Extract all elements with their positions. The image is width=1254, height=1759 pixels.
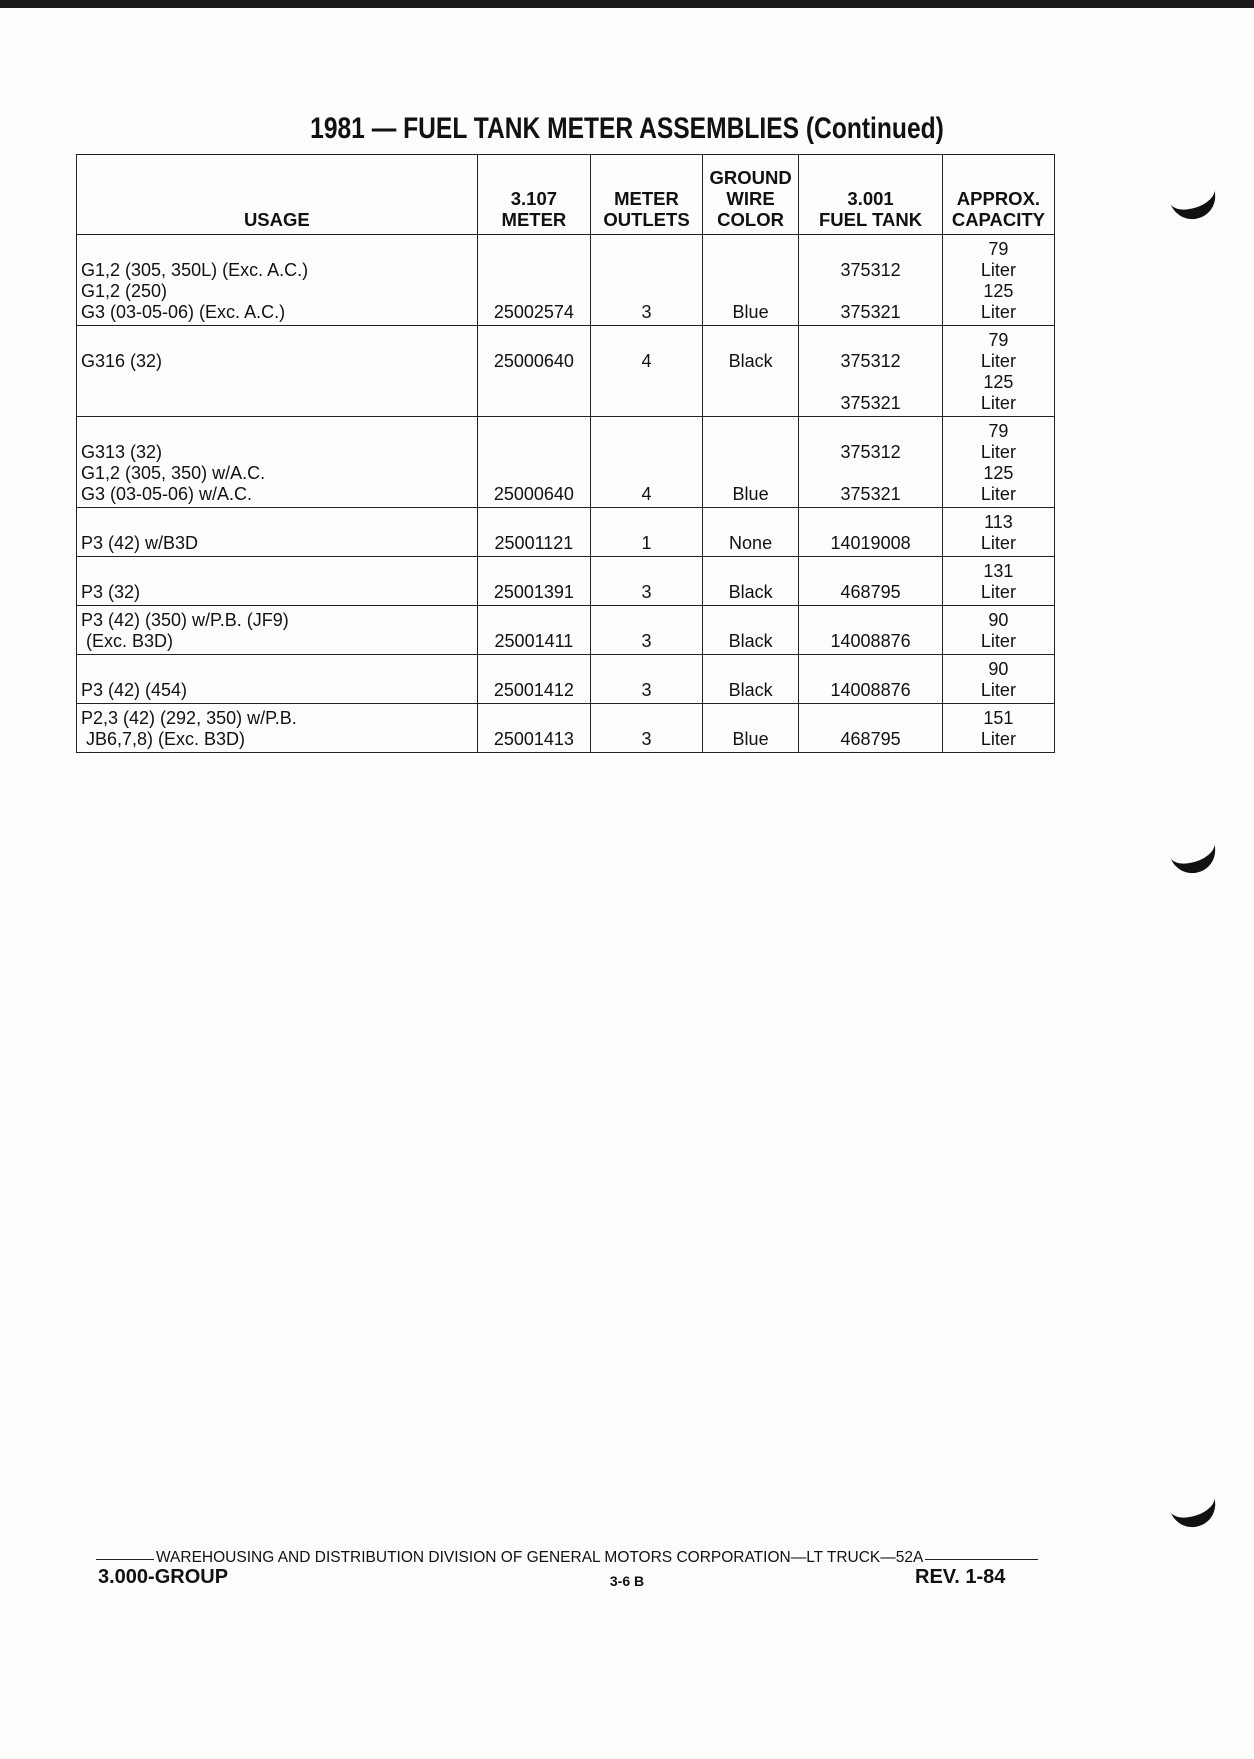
meter-cell: [477, 704, 590, 753]
wire-color-cell-line: [707, 260, 794, 281]
capacity-cell-line: Liter: [980, 631, 1016, 651]
usage-cell-line: G1,2 (305, 350L) (Exc. A.C.): [81, 260, 309, 280]
table-row: [77, 704, 1055, 753]
meter-cell-line: 25000640: [493, 484, 574, 504]
fuel-tank-cell-line: 375321: [840, 302, 901, 322]
outlets-cell-line: [595, 610, 698, 631]
footer-dash-left: [96, 1559, 154, 1560]
capacity-cell: [942, 417, 1054, 508]
outlets-cell: [591, 704, 703, 753]
page-title: 1981 — FUEL TANK METER ASSEMBLIES (Continued): [310, 112, 944, 145]
wire-color-cell-line: [707, 330, 794, 351]
wire-color-cell-line: Black: [728, 582, 773, 602]
table-row: [77, 326, 1055, 417]
usage-cell: [77, 417, 478, 508]
meter-cell-line: [482, 330, 586, 351]
meter-assemblies-table: [76, 154, 1055, 753]
table-header-row: [77, 155, 1055, 235]
capacity-cell-line: 113: [984, 512, 1013, 532]
outlets-cell-line: 4: [641, 351, 652, 371]
header-line: 3.107: [510, 188, 558, 209]
fuel-tank-cell-line: 375312: [840, 442, 901, 462]
footer-division-text: WAREHOUSING AND DISTRIBUTION DIVISION OF GENERAL MOTORS CORPORATION—LT TRUCK—52A: [156, 1549, 924, 1566]
usage-cell-line: P3 (42) (350) w/P.B. (JF9): [81, 610, 289, 630]
usage-cell-line: G3 (03-05-06) w/A.C.: [81, 484, 253, 504]
meter-cell-line: [482, 659, 586, 680]
wire-color-cell-line: [707, 393, 794, 414]
outlets-cell-line: 3: [641, 302, 652, 322]
capacity-cell-line: Liter: [980, 729, 1016, 749]
fuel-tank-cell-line: [803, 330, 938, 351]
usage-cell-line: P3 (42) w/B3D: [81, 533, 199, 553]
usage-cell-line: G313 (32): [81, 442, 163, 462]
outlets-cell-line: 1: [641, 533, 652, 553]
fuel-tank-cell-line: 14008876: [830, 631, 911, 651]
outlets-cell-line: [595, 512, 698, 533]
usage-cell-line: [81, 239, 473, 260]
fuel-tank-cell-line: [803, 610, 938, 631]
capacity-cell-line: Liter: [980, 680, 1016, 700]
capacity-cell-line: 151: [983, 708, 1014, 728]
header-wire-color: [702, 155, 798, 235]
usage-cell: [77, 557, 478, 606]
capacity-cell-line: Liter: [980, 484, 1016, 504]
capacity-cell-line: 90: [988, 610, 1009, 630]
wire-color-cell-line: Black: [728, 351, 773, 371]
outlets-cell-line: 3: [641, 729, 652, 749]
footer-group: 3.000-GROUP: [98, 1566, 229, 1588]
outlets-cell: [591, 417, 703, 508]
meter-cell-line: [482, 239, 586, 260]
outlets-cell-line: 4: [641, 484, 652, 504]
header-line: METER: [501, 209, 567, 230]
capacity-cell-line: Liter: [980, 302, 1016, 322]
capacity-cell-line: 90: [988, 659, 1009, 679]
binder-hole-top: [1170, 178, 1216, 208]
usage-cell: [77, 704, 478, 753]
outlets-cell-line: [595, 561, 698, 582]
meter-cell-line: [482, 561, 586, 582]
fuel-tank-cell: [799, 508, 943, 557]
header-line: METER: [614, 188, 679, 209]
outlets-cell-line: [595, 372, 698, 393]
outlets-cell-line: [595, 442, 698, 463]
wire-color-cell-line: Blue: [732, 484, 769, 504]
header-fuel-tank: [799, 155, 943, 235]
header-line: WIRE: [726, 188, 775, 209]
fuel-tank-cell-line: [803, 281, 938, 302]
wire-color-cell: [702, 655, 798, 704]
wire-color-cell: [702, 417, 798, 508]
table-row: [77, 557, 1055, 606]
outlets-cell-line: [595, 659, 698, 680]
wire-color-cell-line: None: [729, 533, 773, 553]
fuel-tank-cell-line: [803, 421, 938, 442]
header-outlets: [591, 155, 703, 235]
fuel-tank-cell-line: 468795: [840, 582, 901, 602]
capacity-cell-line: Liter: [980, 533, 1016, 553]
outlets-cell: [591, 326, 703, 417]
usage-cell-line: [81, 659, 473, 680]
fuel-tank-cell-line: [803, 239, 938, 260]
capacity-cell-line: 79: [988, 421, 1009, 441]
fuel-tank-cell: [799, 704, 943, 753]
usage-cell-line: G1,2 (305, 350) w/A.C.: [81, 463, 266, 483]
outlets-cell-line: 3: [641, 631, 652, 651]
outlets-cell-line: [595, 463, 698, 484]
meter-cell: [477, 557, 590, 606]
footer-revision: REV. 1-84: [915, 1566, 1006, 1588]
usage-cell-line: G3 (03-05-06) (Exc. A.C.): [81, 302, 286, 322]
outlets-cell-line: [595, 260, 698, 281]
capacity-cell: [942, 655, 1054, 704]
meter-cell-line: [482, 281, 586, 302]
fuel-tank-cell: [799, 606, 943, 655]
wire-color-cell: [702, 606, 798, 655]
meter-cell-line: [482, 708, 586, 729]
usage-cell-line: [81, 372, 473, 393]
fuel-tank-cell: [799, 417, 943, 508]
capacity-cell: [942, 508, 1054, 557]
meter-cell-line: [482, 260, 586, 281]
capacity-cell: [942, 704, 1054, 753]
wire-color-cell-line: [707, 239, 794, 260]
header-line: FUEL TANK: [819, 209, 923, 230]
meter-cell-line: 25001413: [493, 729, 574, 749]
fuel-tank-cell-line: 14019008: [830, 533, 911, 553]
wire-color-cell-line: [707, 659, 794, 680]
outlets-cell-line: [595, 239, 698, 260]
binder-hole-middle: [1170, 832, 1216, 862]
wire-color-cell-line: Black: [728, 631, 773, 651]
capacity-cell-line: Liter: [980, 351, 1016, 371]
capacity-cell: [942, 606, 1054, 655]
table-row: [77, 235, 1055, 326]
wire-color-cell-line: [707, 610, 794, 631]
table-row: [77, 606, 1055, 655]
fuel-tank-cell: [799, 326, 943, 417]
top-rule: [0, 0, 1254, 8]
outlets-cell: [591, 655, 703, 704]
meter-cell-line: 25001411: [494, 631, 574, 651]
wire-color-cell-line: Black: [728, 680, 773, 700]
outlets-cell: [591, 557, 703, 606]
outlets-cell-line: [595, 393, 698, 414]
fuel-tank-cell-line: 468795: [840, 729, 901, 749]
capacity-cell-line: 125: [983, 372, 1014, 392]
fuel-tank-cell-line: 375321: [840, 393, 901, 413]
fuel-tank-cell-line: [803, 372, 938, 393]
header-line: USAGE: [243, 209, 310, 230]
outlets-cell-line: [595, 421, 698, 442]
capacity-cell-line: Liter: [980, 260, 1016, 280]
usage-cell-line: [81, 421, 473, 442]
meter-cell-line: [482, 393, 586, 414]
fuel-tank-cell-line: 375312: [840, 260, 901, 280]
table-row: [77, 655, 1055, 704]
usage-cell-line: P3 (32): [81, 582, 141, 602]
meter-cell: [477, 235, 590, 326]
wire-color-cell: [702, 557, 798, 606]
header-line: GROUND: [709, 167, 792, 188]
fuel-tank-cell-line: 375312: [840, 351, 901, 371]
meter-cell-line: [482, 372, 586, 393]
usage-cell-line: P3 (42) (454): [81, 680, 188, 700]
usage-cell-line: [81, 561, 473, 582]
wire-color-cell-line: [707, 281, 794, 302]
capacity-cell-line: Liter: [980, 442, 1016, 462]
outlets-cell-line: 3: [641, 582, 652, 602]
header-line: APPROX.: [956, 188, 1041, 209]
capacity-cell-line: 79: [988, 330, 1009, 350]
meter-cell: [477, 606, 590, 655]
fuel-tank-cell: [799, 557, 943, 606]
usage-cell-line: [81, 393, 473, 414]
usage-cell-line: P2,3 (42) (292, 350) w/P.B.: [81, 708, 297, 728]
header-line: OUTLETS: [603, 209, 690, 230]
meter-cell-line: 25000640: [493, 351, 574, 371]
meter-cell: [477, 326, 590, 417]
footer-division-line: [96, 1549, 1038, 1567]
outlets-cell: [591, 508, 703, 557]
meter-cell-line: [482, 442, 586, 463]
capacity-cell-line: 131: [983, 561, 1014, 581]
wire-color-cell-line: [707, 442, 794, 463]
usage-cell: [77, 655, 478, 704]
wire-color-cell: [702, 508, 798, 557]
meter-cell: [477, 508, 590, 557]
outlets-cell: [591, 606, 703, 655]
outlets-cell-line: [595, 281, 698, 302]
wire-color-cell-line: [707, 512, 794, 533]
table-row: [77, 417, 1055, 508]
usage-cell-line: (Exc. B3D): [81, 631, 174, 651]
capacity-cell-line: 125: [983, 463, 1014, 483]
usage-cell: [77, 606, 478, 655]
usage-cell-line: G1,2 (250): [81, 281, 168, 301]
outlets-cell-line: [595, 330, 698, 351]
fuel-tank-cell-line: 375321: [840, 484, 901, 504]
usage-cell: [77, 235, 478, 326]
fuel-tank-cell-line: [803, 708, 938, 729]
capacity-cell-line: 125: [983, 281, 1014, 301]
fuel-tank-cell: [799, 235, 943, 326]
footer-page-number: 3-6 B: [609, 1573, 645, 1589]
meter-cell-line: 25002574: [493, 302, 574, 322]
usage-cell-line: [81, 330, 473, 351]
fuel-tank-cell-line: [803, 512, 938, 533]
header-meter: [477, 155, 590, 235]
binder-hole-bottom: [1170, 1486, 1216, 1516]
wire-color-cell: [702, 704, 798, 753]
usage-cell-line: [81, 512, 473, 533]
wire-color-cell-line: [707, 463, 794, 484]
header-line: CAPACITY: [951, 209, 1046, 230]
outlets-cell-line: [595, 708, 698, 729]
meter-cell: [477, 655, 590, 704]
header-line: 3.001: [847, 188, 894, 209]
wire-color-cell: [702, 235, 798, 326]
fuel-tank-cell-line: [803, 561, 938, 582]
usage-cell-line: G316 (32): [81, 351, 163, 371]
wire-color-cell-line: [707, 421, 794, 442]
meter-cell-line: 25001412: [493, 680, 574, 700]
wire-color-cell: [702, 326, 798, 417]
meter-cell-line: [482, 512, 586, 533]
capacity-cell-line: 79: [988, 239, 1009, 259]
capacity-cell: [942, 235, 1054, 326]
fuel-tank-cell-line: [803, 463, 938, 484]
usage-cell: [77, 326, 478, 417]
usage-cell: [77, 508, 478, 557]
capacity-cell-line: Liter: [980, 393, 1016, 413]
wire-color-cell-line: Blue: [732, 729, 769, 749]
meter-cell-line: [482, 610, 586, 631]
header-usage: [77, 155, 478, 235]
wire-color-cell-line: [707, 708, 794, 729]
wire-color-cell-line: [707, 372, 794, 393]
footer-dash-right: [925, 1559, 1038, 1560]
header-capacity: [942, 155, 1054, 235]
wire-color-cell-line: [707, 561, 794, 582]
fuel-tank-cell-line: 14008876: [830, 680, 911, 700]
usage-cell-line: JB6,7,8) (Exc. B3D): [81, 729, 246, 749]
outlets-cell: [591, 235, 703, 326]
table-row: [77, 508, 1055, 557]
meter-cell-line: [482, 421, 586, 442]
meter-cell-line: 25001121: [494, 533, 574, 553]
fuel-tank-cell-line: [803, 659, 938, 680]
fuel-tank-cell: [799, 655, 943, 704]
capacity-cell: [942, 557, 1054, 606]
meter-cell: [477, 417, 590, 508]
outlets-cell-line: 3: [641, 680, 652, 700]
capacity-cell: [942, 326, 1054, 417]
header-line: COLOR: [717, 209, 784, 230]
capacity-cell-line: Liter: [980, 582, 1016, 602]
meter-cell-line: 25001391: [493, 582, 574, 602]
meter-cell-line: [482, 463, 586, 484]
wire-color-cell-line: Blue: [732, 302, 769, 322]
